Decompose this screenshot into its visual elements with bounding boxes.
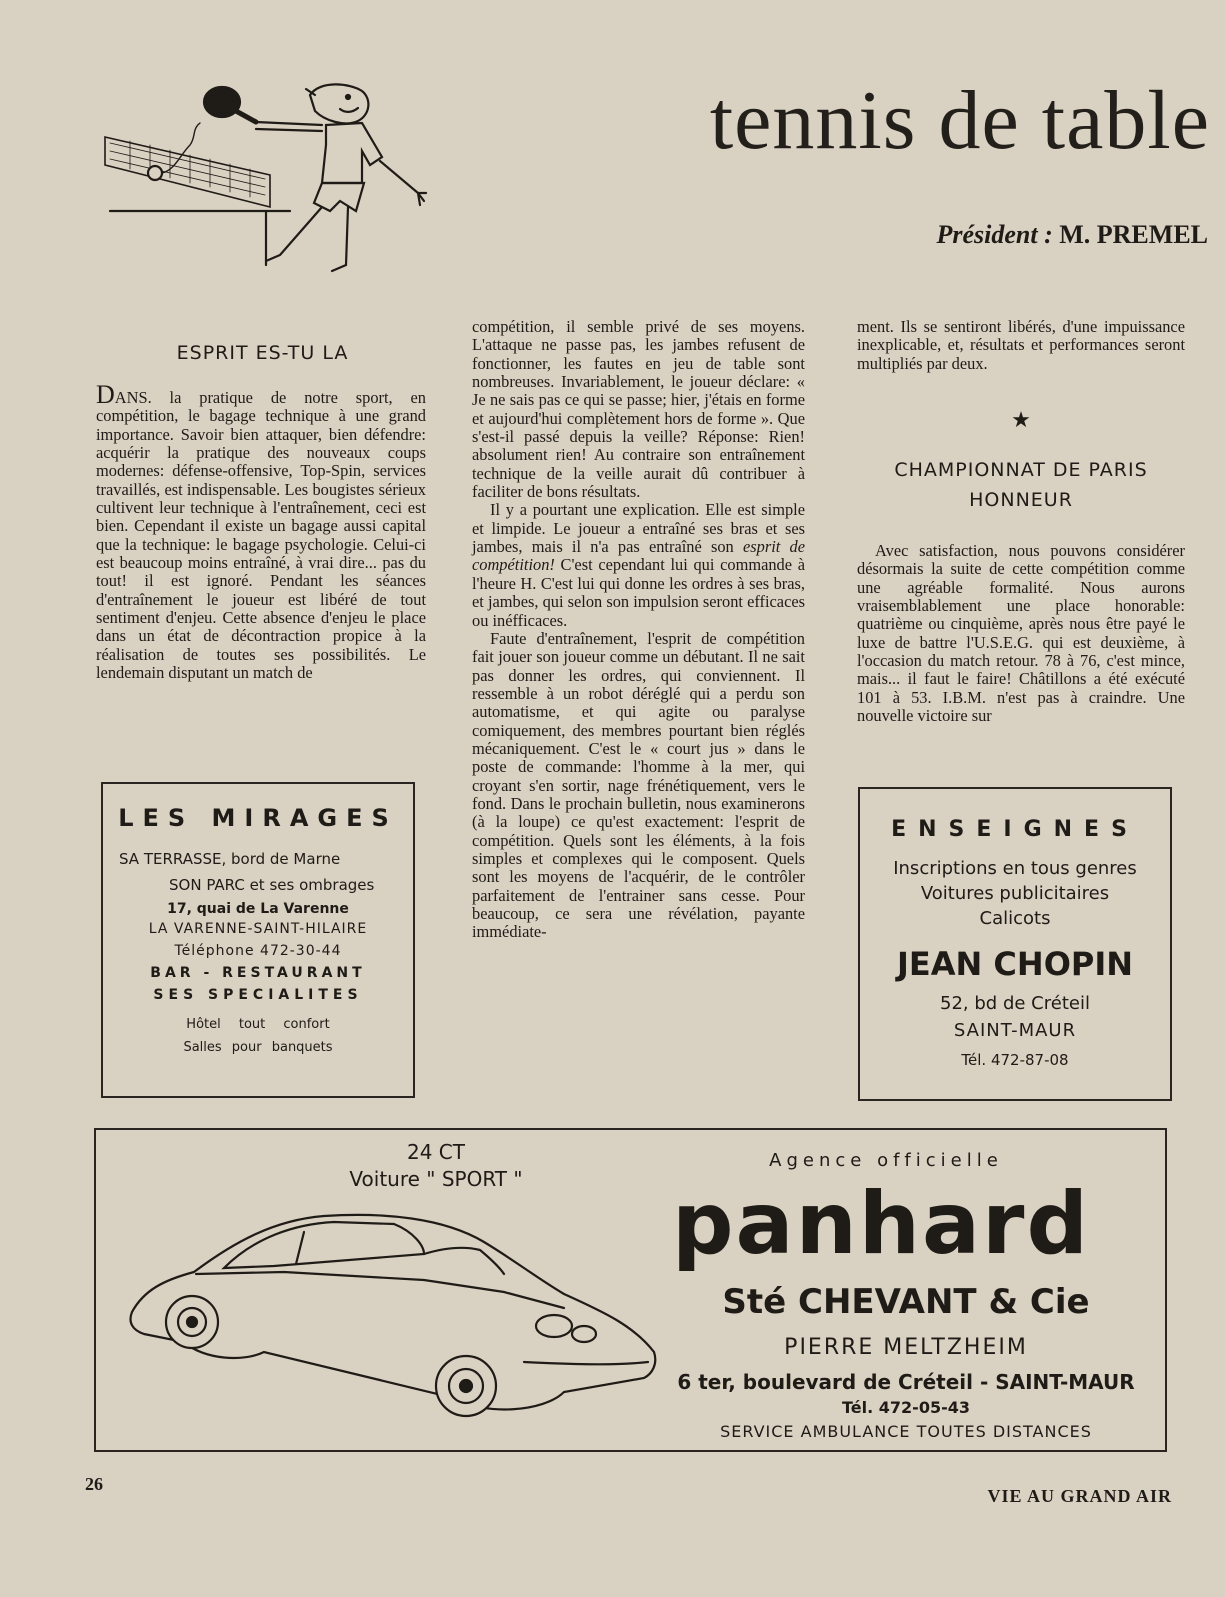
- emphasis: esprit de compétition!: [472, 537, 806, 575]
- president-label: Président :: [936, 220, 1053, 249]
- ad-city: SAINT-MAUR: [953, 1020, 1077, 1041]
- article-paragraph: compétition, il semble privé de ses moyens. L'attaque ne passe pas, les jambes refusent de fonctionner, les fautes en jeu de table sont nombreuses. Invariablement, le joueur déclare: « Je ne sais pas ce qui se passe; hier, j'étais en forme et aujourd'hui complètement hors de forme ». Que s'est-il passé depuis la veille? Réponse: Rien! absolument rien! Au contraire son entraînement technique de la veille aurait dû contribuer à faciliter de bons résultats.: [472, 317, 805, 502]
- ad-phone: Tél. 472-05-43: [842, 1398, 970, 1417]
- ad-title: LES MIRAGES: [118, 804, 398, 832]
- page-number: 26: [85, 1474, 103, 1494]
- ad-model-sub: Voiture " SPORT ": [349, 1167, 523, 1191]
- dropcap: D: [96, 380, 115, 409]
- ad-line: LA VARENNE-SAINT-HILAIRE: [148, 921, 368, 937]
- ad-line: SA TERRASSE, bord de Marne: [119, 850, 341, 868]
- ad-line: SES SPECIALITES: [153, 987, 363, 1003]
- ad-line: Hôtel tout confort: [186, 1017, 330, 1032]
- ad-address: 52, bd de Créteil: [940, 993, 1090, 1014]
- ad-address: 6 ter, boulevard de Créteil - SAINT-MAUR: [677, 1370, 1135, 1394]
- ad-line: SON PARC et ses ombrages: [169, 876, 375, 894]
- ad-person: PIERRE MELTZHEIM: [784, 1335, 1028, 1360]
- table-tennis-cartoon: [100, 75, 430, 285]
- article-paragraph: Il y a pourtant une explication. Elle est simple et limpide. Le joueur a entraîné ses bras et ses jambes, mais il n'a pas entraîné son esprit de compétition! C'est cependant lui qui commande à l'heure H. C'est lui qui donne les ordres à ses bras, et jambes, qui selon son impulsion seront efficaces ou inéfficaces.: [472, 500, 806, 630]
- ad-model: 24 CT: [407, 1140, 465, 1164]
- president-name: M. PREMEL: [1059, 220, 1208, 249]
- ad-line: 17, quai de La Varenne: [167, 901, 349, 917]
- article-column-3: [857, 318, 1185, 373]
- ad-agency: Agence officielle: [769, 1150, 1003, 1171]
- ad-company: Sté CHEVANT & Cie: [722, 1282, 1090, 1322]
- ad-phone: Tél. 472-87-08: [961, 1051, 1069, 1069]
- article2-heading: CHAMPIONNAT DE PARIS HONNEUR: [894, 459, 1148, 511]
- ad-title: ENSEIGNES: [891, 817, 1139, 842]
- panhard-logo: panhard: [671, 1174, 1091, 1274]
- separator-star: ★: [1011, 408, 1031, 433]
- article2-body: Avec satisfaction, nous pouvons considérer désormais la suite de cette compétition comme une agréable formalité. Nous aurons vraisemblablement une place honorable: quatrième ou cinquième, après nous être payé le luxe de battre l'U.S.E.G. qui est deuxième, à l'occasion du match retour. 78 à 76, c'est mince, mais... il faut le faire! Châtillons a été exécuté 101 à 53. I.B.M. n'est pas à craindre. Une nouvelle victoire sur: [857, 541, 1185, 726]
- ad-les-mirages: [101, 782, 415, 1098]
- article-paragraph: DANS. la pratique de notre sport, en compétition, le bagage technique à une grand importance. Savoir bien attaquer, bien défendre: acquérir la pratique des nouveaux coups modernes: défense-offensive, Top-Spin, services travaillés, est indispensable. Les bougistes sérieux cultivent leur technique à l'entraînement, ceci est bien. Cependant il existe un bagage aussi capital que la technique: le bagage psychologie. Celui-ci est beaucoup moins entraîné, à vrai dire... pas du tout! il est ignoré. Pendant les séances d'entraînement le joueur est libéré de tout sentiment d'enjeu. Cette absence d'enjeu le place dans un état de décontraction propice à la réalisation de toutes ses possibilités. Le lendemain disputant un match de: [96, 380, 426, 683]
- ad-line: BAR - RESTAURANT: [150, 965, 366, 981]
- ad-name: JEAN CHOPIN: [896, 945, 1134, 983]
- ad-line: Inscriptions en tous genres: [893, 858, 1137, 879]
- ad-line: Salles pour banquets: [183, 1040, 333, 1055]
- ad-line: Calicots: [979, 908, 1051, 929]
- page-title: tennis de table: [709, 74, 1210, 167]
- car-illustration: [124, 1202, 664, 1440]
- ad-panhard: [94, 1128, 1167, 1452]
- article-paragraph: Faute d'entraînement, l'esprit de compétition fait jouer son joueur comme un débutant. Il ne sait pas donner les ordres, qui conviennent. Il ressemble à un robot déréglé qui a perdu son automatisme, et qui agite ou paralyse comiquement, des membres pourtant bien réglés mécaniquement. C'est le « court jus » dans le poste de commande: l'homme à la mer, qui croyant s'en sortir, nage frénétiquement, vers le fond. Dans le prochain bulletin, nous examinerons (à la loupe) ce qu'est exactement: l'esprit de compétition. Quels sont les éléments, à la fois simples et complexes qui le composent. Quels sont les moyens de l'acquérir, de le contrôler parfaitement de l'entrainer sans cesse. Pour beaucoup, ce sera une révélation, payante immédiate-: [472, 628, 805, 942]
- article-column-1: [96, 380, 426, 683]
- publication-name: VIE AU GRAND AIR: [987, 1486, 1172, 1506]
- article-paragraph: ment. Ils se sentiront libérés, d'une impuissance inexplicable, et, résultats et performances seront multipliés par deux.: [857, 317, 1185, 373]
- ad-line: Voitures publicitaires: [920, 883, 1110, 904]
- ad-enseignes: [858, 787, 1172, 1101]
- ad-service: SERVICE AMBULANCE TOUTES DISTANCES: [720, 1422, 1092, 1441]
- article-column-2: [472, 318, 805, 942]
- president-line: [780, 220, 1208, 250]
- ad-line: Téléphone 472-30-44: [174, 943, 342, 959]
- article-heading: ESPRIT ES-TU LA: [176, 342, 349, 364]
